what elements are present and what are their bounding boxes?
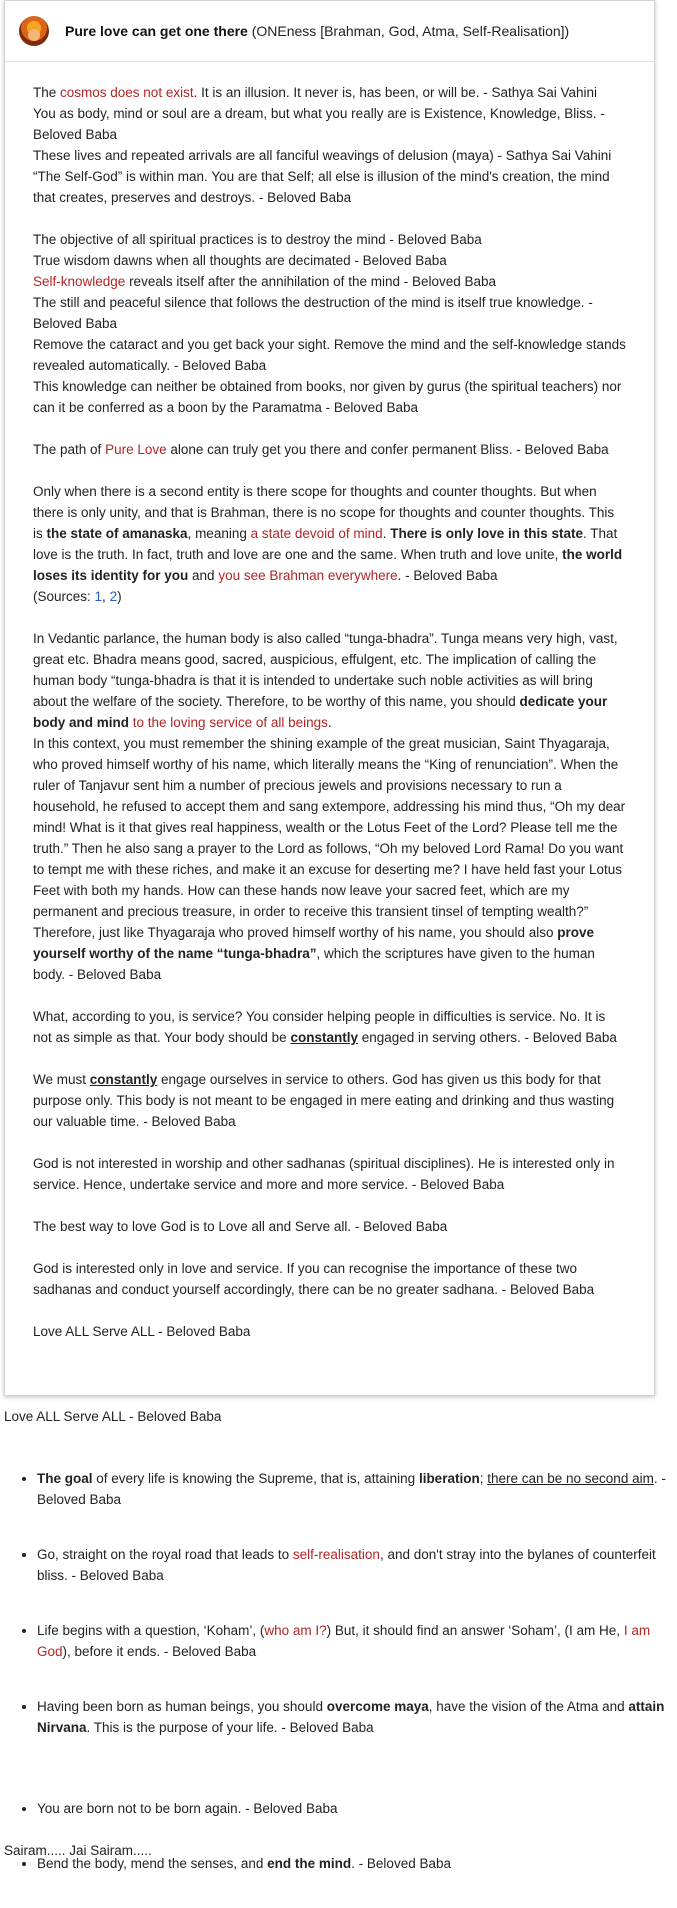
quote-self-god: “The Self-God” is within man. You are that Self; all else is illusion of the mind's creation, the mind that creates, preserves and destroys. - Beloved Baba	[33, 169, 610, 205]
quote-tunga-bhadra: In Vedantic parlance, the human body is also called “tunga-bhadra”. Tunga means very high, vast, great etc. Bhadra means good, sacred, auspicious, effulgent, etc. The implication of calling the human body “tunga-bhadra is that it is intended to undertake such noble activities as will bring about the welfare of the society. Therefore, to be worthy of this name, you should dedicate your body and mind to the loving service of all beings.	[33, 631, 618, 730]
quote-objective: The objective of all spiritual practices is to destroy the mind - Beloved Baba	[33, 232, 482, 247]
quote-wisdom: True wisdom dawns when all thoughts are decimated - Beloved Baba	[33, 253, 447, 268]
card-body	[5, 62, 654, 1342]
link-i-am-god[interactable]: I am God	[37, 1623, 651, 1659]
quote-thyagaraja: In this context, you must remember the shining example of the great musician, Saint Thyagaraja, who proved himself worthy of his name, which literally means the “King of renunciation”. When the ruler of Tanjavur sent him a number of precious jewels and provisions necessary to run a household, he refused to accept them and sang extempore, addressing his mind thus, “Oh my dear mind! What is it that gives real happiness, wealth or the Lotus Feet of the Lord? Please tell me the truth.” Then he also sang a prayer to the Lord as follows, “Oh my beloved Lord Rama! Do you want to tempt me with these riches, and make it an excuse for deserting me? I have held fast your Lotus Feet with both my hands. How can these hands now leave your sacred feet, which are my permanent and precious treasure, in order to receive this transient tinsel of tempting wealth?” Therefore, just like Thyagaraja who proved himself worthy of his name, you should also prove yourself worthy of the name “tunga-bhadra”, which the scriptures have given to the human body. - Beloved Baba	[33, 736, 626, 982]
quote-love-all: Love ALL Serve ALL - Beloved Baba	[33, 1324, 251, 1339]
link-devoid-of-mind[interactable]: a state devoid of mind	[250, 526, 383, 541]
title-subtitle: (ONEness [Brahman, God, Atma, Self-Realisation])	[251, 22, 570, 39]
quote-dream: You as body, mind or soul are a dream, but what you really are is Existence, Knowledge, Bliss. - Beloved Baba	[33, 106, 605, 142]
footer-sairam: Sairam..... Jai Sairam.....	[4, 1843, 152, 1858]
quote-knowledge: This knowledge can neither be obtained from books, nor given by gurus (the spiritual teachers) nor can it be conferred as a boon by the Paramatma - Beloved Baba	[33, 379, 622, 415]
quote-constantly: We must constantly engage ourselves in service to others. God has given us this body for that purpose only. This body is not meant to be engaged in mere eating and drinking and thus wasting our valuable time. - Beloved Baba	[33, 1072, 615, 1129]
card-title	[65, 21, 569, 42]
list-item: • The goal of every life is knowing the Supreme, that is, attaining liberation; there can be no second aim. - Beloved Baba	[37, 1468, 677, 1510]
source-link-1[interactable]: 1	[94, 589, 103, 604]
link-who-am-i[interactable]: who am I?	[264, 1623, 327, 1638]
link-brahman-everywhere[interactable]: you see Brahman everywhere	[218, 568, 398, 583]
list-item: • You are born not to be born again. - Beloved Baba	[37, 1798, 677, 1819]
quote-cataract: Remove the cataract and you get back your sight. Remove the mind and the self-knowledge stands revealed automatically. - Beloved Baba	[33, 337, 626, 373]
quote-amanaska: Only when there is a second entity is there scope for thoughts and counter thoughts. But when there is only unity, and that is Brahman, there is no scope for thoughts and counter thoughts. This is the state of amanaska, meaning a state devoid of mind. There is only love in this state. That love is the truth. In fact, truth and love are one and the same. When truth and love unite, the world loses its identity for you and you see Brahman everywhere. - Beloved Baba (Sources: 1, 2)	[33, 484, 623, 604]
quote-maya: These lives and repeated arrivals are all fanciful weavings of delusion (maya) - Sathya Sai Vahini	[33, 148, 612, 163]
quote-card	[4, 0, 655, 1396]
quote-pure-love: The path of Pure Love alone can truly get you there and confer permanent Bliss. - Beloved Baba	[33, 442, 609, 457]
link-self-realisation[interactable]: self-realisation	[292, 1547, 380, 1562]
list-item: • Having been born as human beings, you should overcome maya, have the vision of the Atma and attain Nirvana. This is the purpose of your life. - Beloved Baba	[37, 1696, 677, 1738]
quote-silence: The still and peaceful silence that follows the destruction of the mind is itself true knowledge. - Beloved Baba	[33, 295, 593, 331]
list-item: • Life begins with a question, ‘Koham’, (who am I?) But, it should find an answer ‘Soham’, (I am He, I am God), before it ends. - Beloved Baba	[37, 1620, 677, 1662]
quote-love-god: The best way to love God is to Love all and Serve all. - Beloved Baba	[33, 1219, 448, 1234]
list-item: • Bend the body, mend the senses, and end the mind. - Beloved Baba	[37, 1853, 677, 1874]
title-text[interactable]: Pure love can get one there	[65, 22, 248, 39]
quote-worship: God is not interested in worship and other sadhanas (spiritual disciplines). He is interested only in service. Hence, undertake service and more and more service. - Beloved Baba	[33, 1156, 615, 1192]
quote-sadhana: God is interested only in love and service. If you can recognise the importance of these two sadhanas and conduct yourself accordingly, there can be no greater sadhana. - Beloved Baba	[33, 1261, 595, 1297]
quote-cosmos: The cosmos does not exist. It is an illusion. It never is, has been, or will be. - Sathya Sai Vahini	[33, 85, 598, 100]
avatar[interactable]	[19, 16, 49, 46]
link-self-knowledge[interactable]: Self-knowledge	[33, 274, 126, 289]
source-link-2[interactable]: 2	[109, 589, 118, 604]
card-header	[5, 1, 654, 62]
link-loving-service[interactable]: to the loving service of all beings	[132, 715, 328, 730]
love-all-line: Love ALL Serve ALL - Beloved Baba	[4, 1409, 222, 1424]
quote-service: What, according to you, is service? You consider helping people in difficulties is service. No. It is not as simple as that. Your body should be constantly engaged in serving others. - Beloved Baba	[33, 1009, 617, 1045]
link-pure-love[interactable]: Pure Love	[105, 442, 167, 457]
list-item: • Go, straight on the royal road that leads to self-realisation, and don't stray into the bylanes of counterfeit bliss. - Beloved Baba	[37, 1544, 677, 1586]
link-cosmos[interactable]: cosmos does not exist	[60, 85, 194, 100]
quote-self-knowledge: Self-knowledge reveals itself after the annihilation of the mind - Beloved Baba	[33, 274, 497, 289]
